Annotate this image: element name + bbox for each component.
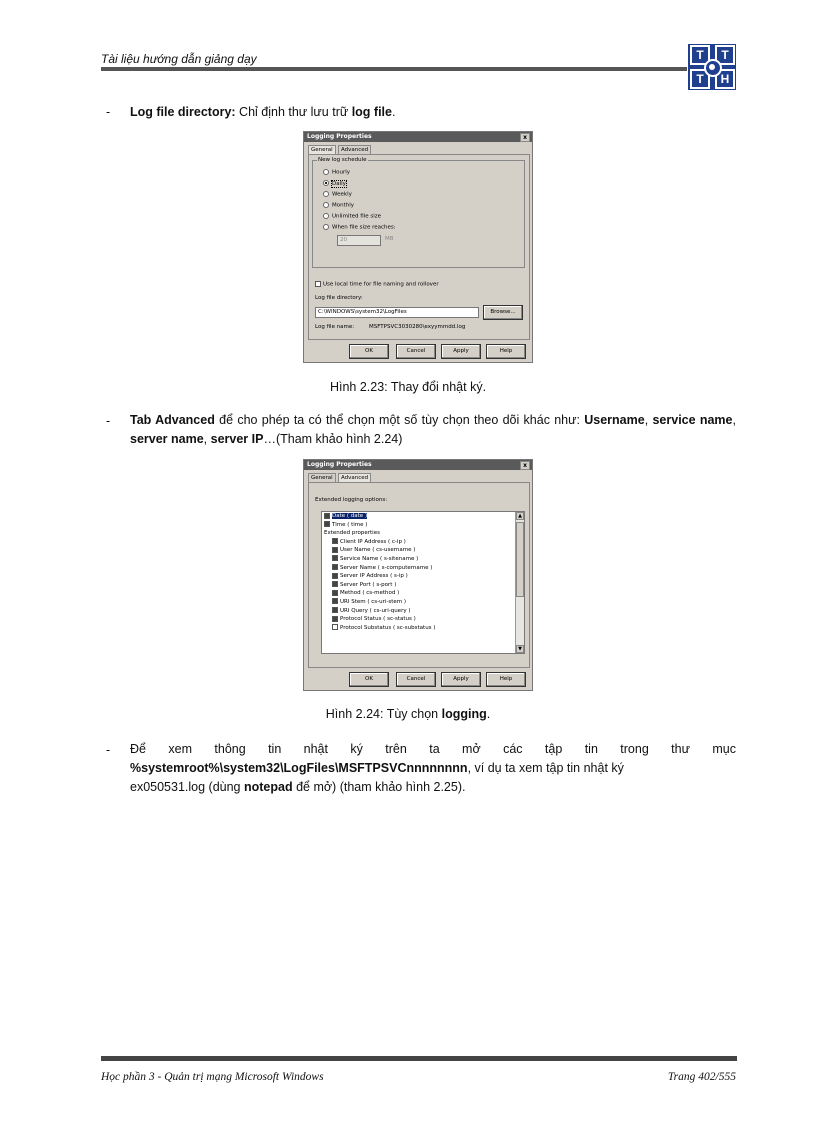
header-title: Tài liệu hướng dẫn giảng dạy xyxy=(101,52,257,66)
checkbox-checked-icon[interactable] xyxy=(332,598,338,604)
figure-caption xyxy=(0,707,816,721)
checkbox-checked-icon[interactable] xyxy=(332,607,338,613)
apply-button[interactable]: Apply xyxy=(441,672,481,687)
bold-term: notepad xyxy=(243,780,293,794)
logging-option-item[interactable] xyxy=(322,555,524,564)
dialog-titlebar xyxy=(304,132,532,142)
radio-size[interactable] xyxy=(323,224,396,231)
options-container xyxy=(322,512,524,632)
footer-rule xyxy=(101,1056,737,1061)
radio-icon xyxy=(323,213,329,219)
text-span: , xyxy=(203,432,211,446)
checkbox-checked-icon[interactable] xyxy=(332,581,338,587)
word: Để xyxy=(130,742,146,756)
group-label: New log schedule xyxy=(318,157,367,163)
help-button[interactable]: Help xyxy=(486,344,526,359)
text-span: . xyxy=(486,707,491,721)
word: trên xyxy=(385,742,407,756)
radio-label: Unlimited file size xyxy=(332,213,382,220)
checkbox-checked-icon[interactable] xyxy=(332,555,338,561)
radio-label: Weekly xyxy=(332,191,352,198)
figure-caption: Hình 2.23: Thay đổi nhật ký. xyxy=(329,380,487,394)
tab-advanced[interactable]: Advanced xyxy=(338,473,371,483)
checkbox-icon xyxy=(315,281,321,287)
list-label: Extended logging options: xyxy=(315,497,388,503)
size-unit: MB xyxy=(385,236,394,242)
option-label: URI Stem ( cs-uri-stem ) xyxy=(340,598,407,605)
bold-term: Tab Advanced xyxy=(130,413,215,427)
checkbox-checked-icon[interactable] xyxy=(332,564,338,570)
word: nhật xyxy=(303,742,328,756)
logging-option-item[interactable] xyxy=(322,589,524,598)
option-label: Service Name ( s-sitename ) xyxy=(340,555,419,562)
log-dir-input[interactable]: C:\WINDOWS\system32\LogFiles xyxy=(315,307,479,318)
checkbox-icon[interactable] xyxy=(332,624,338,630)
footer-course: Học phần 3 - Quản trị mạng Microsoft Windows xyxy=(101,1071,324,1083)
dialog-title: Logging Properties xyxy=(307,461,372,468)
option-label: URI Query ( cs-uri-query ) xyxy=(340,607,411,614)
logo-letter: H xyxy=(715,69,735,89)
text-line xyxy=(130,759,736,778)
scroll-thumb[interactable] xyxy=(516,522,524,597)
radio-daily[interactable] xyxy=(323,180,346,187)
text-span: …(Tham khảo hình 2.24) xyxy=(263,432,403,446)
help-button[interactable]: Help xyxy=(486,672,526,687)
radio-label: Daily xyxy=(332,180,346,187)
radio-icon xyxy=(323,169,329,175)
word: ta xyxy=(429,742,440,756)
text-span: để cho phép ta có thể chọn một số tùy chọn theo dõi khác như: xyxy=(214,413,585,427)
text-span: Chỉ định thư lưu trữ xyxy=(235,105,352,119)
scroll-down-icon[interactable]: ▼ xyxy=(516,645,524,653)
tab-panel xyxy=(308,482,530,668)
option-label: Time ( time ) xyxy=(332,521,368,528)
tab-general[interactable]: General xyxy=(308,473,336,483)
justified-line xyxy=(130,740,736,759)
option-label: Date ( date ) xyxy=(332,513,368,519)
tab-strip xyxy=(304,142,532,154)
cancel-button[interactable]: Cancel xyxy=(396,344,436,359)
bold-term: logging xyxy=(441,707,487,721)
radio-unlimited[interactable] xyxy=(323,213,381,220)
bold-term: server IP xyxy=(210,432,264,446)
word: thông xyxy=(214,742,246,756)
word: các xyxy=(503,742,523,756)
tab-strip xyxy=(304,470,532,482)
radio-label: When file size reaches: xyxy=(332,224,396,231)
apply-button[interactable]: Apply xyxy=(441,344,481,359)
bold-term: server name xyxy=(130,432,204,446)
logging-option-item[interactable] xyxy=(322,512,524,521)
logo-letter: T xyxy=(690,45,710,65)
dialog-title: Logging Properties xyxy=(307,133,372,140)
bold-term: Log file directory: xyxy=(130,105,236,119)
bold-term: service name xyxy=(652,413,733,427)
cancel-button[interactable]: Cancel xyxy=(396,672,436,687)
option-label: Client IP Address ( c-ip ) xyxy=(340,538,406,545)
checkbox-checked-icon[interactable] xyxy=(324,521,330,527)
checkbox-checked-icon[interactable] xyxy=(332,616,338,622)
checkbox-checked-icon[interactable] xyxy=(332,573,338,579)
text-span: ex050531.log (dùng xyxy=(130,780,244,794)
radio-label: Monthly xyxy=(332,202,355,209)
radio-icon xyxy=(323,191,329,197)
word: tin xyxy=(584,742,598,756)
logo-dot xyxy=(709,64,715,70)
logging-option-item[interactable] xyxy=(322,546,524,555)
word: tin xyxy=(268,742,282,756)
radio-icon xyxy=(323,202,329,208)
tth-logo xyxy=(688,44,736,90)
logging-option-item[interactable] xyxy=(322,598,524,607)
bullet-dash: - xyxy=(106,105,111,119)
tab-advanced[interactable]: Advanced xyxy=(338,145,371,155)
bold-term: log file xyxy=(351,105,392,119)
radio-icon xyxy=(323,224,329,230)
bullet-dash: - xyxy=(106,743,111,757)
tab-general[interactable]: General xyxy=(308,145,336,155)
option-label: Extended properties xyxy=(324,530,380,537)
logging-properties-dialog-general xyxy=(303,131,533,363)
logo-letter: T xyxy=(715,45,735,65)
word: xem xyxy=(168,742,192,756)
logging-option-item[interactable] xyxy=(322,564,524,573)
filename-label: Log file name: xyxy=(315,324,355,330)
word: tập xyxy=(544,742,563,756)
logging-option-item[interactable] xyxy=(322,538,524,547)
checkbox-label: Use local time for file naming and rollover xyxy=(323,281,439,288)
option-label: Server Name ( s-computername ) xyxy=(340,564,433,571)
ok-button[interactable]: OK xyxy=(349,672,389,687)
bold-path: %systemroot%\system32\LogFiles\MSFTPSVCnnnnnnnn xyxy=(130,761,468,775)
text-span: , xyxy=(644,413,649,427)
radio-monthly[interactable] xyxy=(323,202,354,209)
bullet-dash: - xyxy=(106,414,111,428)
filename-value: MSFTPSVC3030280\exyymmdd.log xyxy=(369,324,466,330)
extended-options-list[interactable] xyxy=(321,511,525,654)
word: thư xyxy=(671,742,690,756)
logging-option-item[interactable] xyxy=(322,607,524,616)
localtime-checkbox[interactable] xyxy=(315,281,439,288)
text-span: , xyxy=(732,413,736,427)
logging-option-item[interactable] xyxy=(322,521,524,530)
radio-selected-icon xyxy=(323,180,329,186)
radio-hourly[interactable] xyxy=(323,169,350,176)
word: ký xyxy=(350,742,363,756)
radio-label: Hourly xyxy=(332,169,351,176)
scroll-up-icon[interactable]: ▲ xyxy=(516,512,524,520)
text-line xyxy=(130,778,736,797)
bullet-log-directory xyxy=(130,103,395,122)
checkbox-checked-icon[interactable] xyxy=(324,513,330,519)
option-label: Protocol Substatus ( sc-substatus ) xyxy=(340,624,436,631)
ok-button[interactable]: OK xyxy=(349,344,389,359)
browse-button[interactable]: Browse... xyxy=(483,305,523,320)
text-span: Trang xyxy=(667,1071,699,1083)
logo-letter: T xyxy=(690,69,710,89)
logging-option-item[interactable] xyxy=(322,581,524,590)
close-icon[interactable]: x xyxy=(520,461,530,470)
page-number: 402/555 xyxy=(698,1071,736,1083)
text-span: Hình 2.24: Tùy chọn xyxy=(325,707,442,721)
checkbox-checked-icon[interactable] xyxy=(332,590,338,596)
bold-term: Username xyxy=(584,413,645,427)
word: mục xyxy=(712,742,736,756)
size-spinner[interactable]: 20 xyxy=(337,235,381,246)
text-span: . xyxy=(391,105,396,119)
option-label: User Name ( cs-username ) xyxy=(340,547,416,554)
dialog-titlebar xyxy=(304,460,532,470)
logging-option-item[interactable] xyxy=(322,615,524,624)
dir-label: Log file directory: xyxy=(315,295,363,301)
scrollbar[interactable] xyxy=(515,512,524,653)
logging-option-item[interactable] xyxy=(322,624,524,633)
checkbox-checked-icon[interactable] xyxy=(332,547,338,553)
header-rule xyxy=(101,67,687,71)
tab-panel xyxy=(308,154,530,340)
text-span: để mở) (tham khảo hình 2.25). xyxy=(292,780,466,794)
radio-weekly[interactable] xyxy=(323,191,352,198)
option-label: Method ( cs-method ) xyxy=(340,590,400,597)
word: mở xyxy=(462,742,481,756)
checkbox-checked-icon[interactable] xyxy=(332,538,338,544)
word: trong xyxy=(620,742,649,756)
close-icon[interactable]: x xyxy=(520,133,530,142)
option-label: Server Port ( s-port ) xyxy=(340,581,397,588)
logging-option-item[interactable] xyxy=(322,572,524,581)
paragraph-view-log xyxy=(130,740,736,797)
option-label: Server IP Address ( s-ip ) xyxy=(340,573,408,580)
footer-page xyxy=(668,1071,736,1083)
logging-option-item[interactable] xyxy=(322,529,524,538)
text-span: , ví dụ ta xem tập tin nhật ký xyxy=(467,761,624,775)
logging-properties-dialog-advanced xyxy=(303,459,533,691)
option-label: Protocol Status ( sc-status ) xyxy=(340,616,416,623)
paragraph-advanced-tab xyxy=(130,411,736,449)
